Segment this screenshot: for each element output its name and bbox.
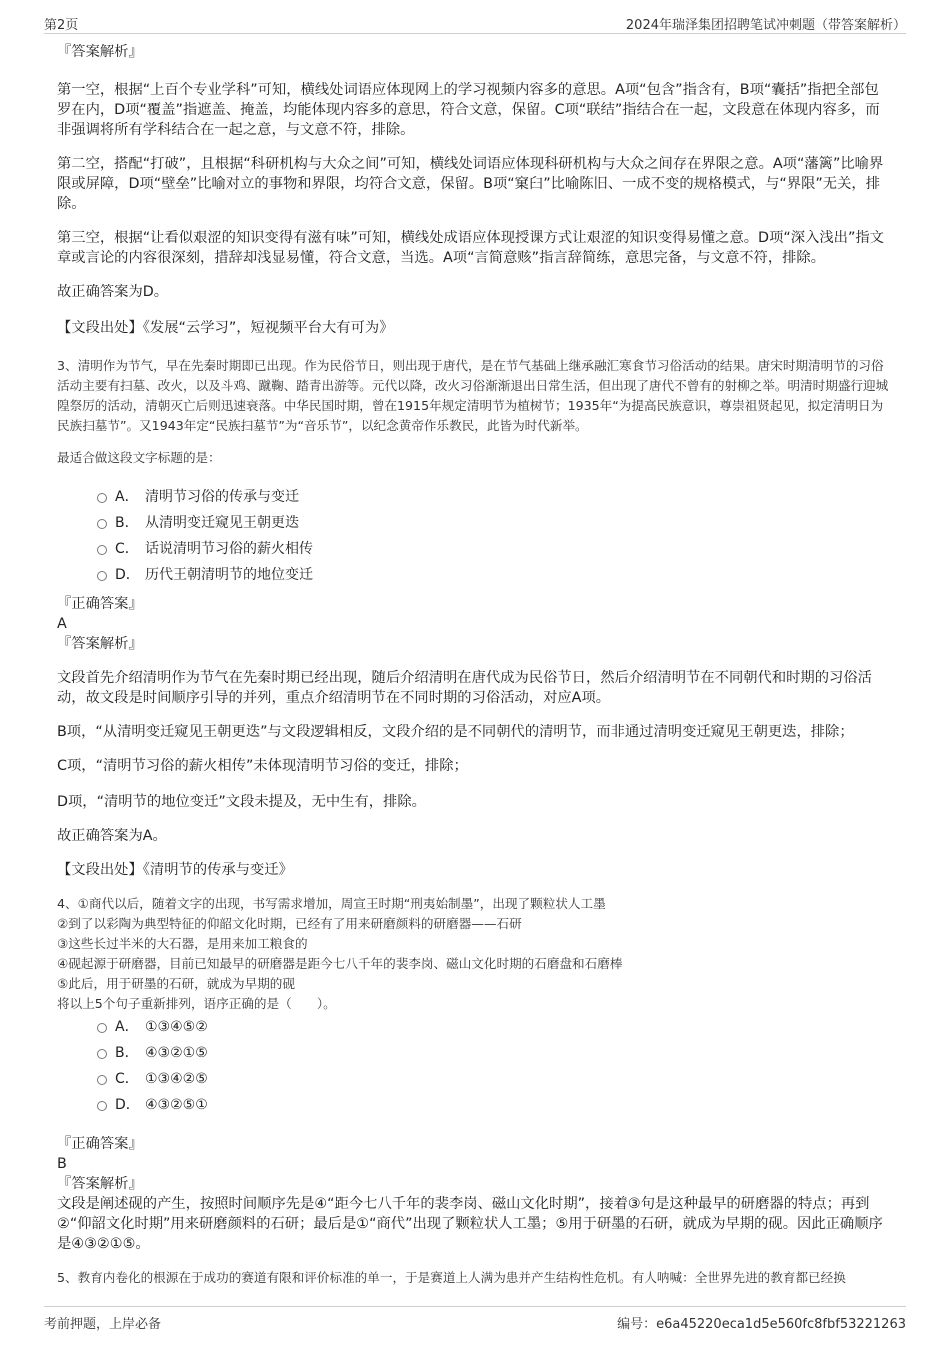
radio-icon[interactable]	[97, 1049, 107, 1059]
q2-analysis-label: 『答案解析』	[57, 44, 143, 60]
page-number: 第2页	[44, 18, 79, 33]
document-code: 编号：e6a45220eca1d5e560fc8fbf53221263	[617, 1317, 906, 1332]
radio-icon[interactable]	[97, 493, 107, 503]
q3-option-c[interactable]: C． 话说清明节习俗的薪火相传	[57, 536, 892, 562]
q4-option-a[interactable]: A． ①③④⑤②	[57, 1014, 892, 1040]
q4-option-d[interactable]: D． ④③②⑤①	[57, 1092, 892, 1118]
q4-line-3: ③这些长过半米的大石器，是用来加工粮食的	[57, 936, 308, 951]
q5-stem: 5、教育内卷化的根源在于成功的赛道有限和评价标准的单一，于是赛道上人满为患并产生结构性危机。有人呐喊：全世界先进的教育都已经换	[57, 1270, 846, 1285]
q3-source: 【文段出处】《清明节的传承与变迁》	[57, 862, 293, 878]
q4-line-4: ④砚起源于研磨器，目前已知最早的研磨器是距今七八千年的裴李岗、磁山文化时期的石磨盘和石磨棒	[57, 956, 623, 971]
q2-analysis-para-1: 第一空，根据“上百个专业学科”可知，横线处词语应体现网上的学习视频内容多的意思。A项“包含”指含有，B项“囊括”指把全部包罗在内，D项“覆盖”指遮盖、掩盖，均能体现内容多的意思，符合文意，保留。C项“联结”指结合在一起，文段意在体现内容多，而非强调将所有学科结合在一起之意，与文意不符，排除。	[57, 82, 880, 138]
radio-icon[interactable]	[97, 1023, 107, 1033]
q4-analysis: 文段是阐述砚的产生，按照时间顺序先是④“距今七八千年的裴李岗、磁山文化时期”，接着③句是这种最早的研磨器的特点；再到②“仰韶文化时期”用来研磨颜料的石研；最后是①“商代”出现了颗粒状人工墨；⑤用于研墨的石研，就成为早期的砚。因此正确顺序是④③②①⑤。	[57, 1196, 883, 1252]
radio-icon[interactable]	[97, 519, 107, 529]
q3-question: 最适合做这段文字标题的是：	[57, 450, 221, 465]
q2-source: 【文段出处】《发展“云学习”，短视频平台大有可为》	[57, 320, 394, 336]
radio-icon[interactable]	[97, 571, 107, 581]
q4-line-1: 4、①商代以后，随着文字的出现，书写需求增加，周宣王时期“刑夷始制墨”，出现了颗粒状人工墨	[57, 896, 606, 911]
footer-slogan: 考前押题，上岸必备	[44, 1317, 162, 1332]
q3-analysis-para-3: C项，“清明节习俗的薪火相传”未体现清明节习俗的变迁，排除；	[57, 758, 468, 774]
q4-answer-label: 『正确答案』	[57, 1136, 143, 1152]
q4-option-c[interactable]: C． ①③④②⑤	[57, 1066, 892, 1092]
radio-icon[interactable]	[97, 545, 107, 555]
q3-analysis-para-4: D项，“清明节的地位变迁”文段未提及，无中生有，排除。	[57, 794, 426, 810]
q3-stem: 3、清明作为节气，早在先秦时期即已出现。作为民俗节日，则出现于唐代，是在节气基础上继承融汇寒食节习俗活动的结果。唐宋时期清明节的习俗活动主要有扫墓、改火，以及斗鸡、蹴鞠、踏青出游等。元代以降，改火习俗渐渐退出日常生活，但出现了唐代不曾有的射柳之举。明清时期盛行迎城隍祭厉的活动，清朝灭亡后则迅速衰落。中华民国时期，曾在1915年规定清明节为植树节；1935年“为提高民族意识，尊崇祖贤起见，拟定清明日为民族扫墓节”。又1943年定“民族扫墓节”为“音乐节”，以纪念黄帝作乐教民，此皆为时代新举。	[57, 358, 889, 433]
q4-answer: B	[57, 1156, 67, 1172]
q4-question: 将以上5个句子重新排列，语序正确的是（ ）。	[57, 996, 336, 1011]
q3-option-d[interactable]: D． 历代王朝清明节的地位变迁	[57, 562, 892, 588]
q2-analysis-para-3: 第三空，根据“让看似艰涩的知识变得有滋有味”可知，横线处成语应体现授课方式让艰涩的知识变得易懂之意。D项“深入浅出”指文章或言论的内容很深刻，措辞却浅显易懂，符合文意，当选。A项“言简意赅”指言辞简练，意思完备，与文意不符，排除。	[57, 230, 884, 266]
q4-line-2: ②到了以彩陶为典型特征的仰韶文化时期，已经有了用来研磨颜料的研磨器——石研	[57, 916, 522, 931]
q3-answer-label: 『正确答案』	[57, 596, 143, 612]
q3-analysis-label: 『答案解析』	[57, 636, 143, 652]
footer-divider	[44, 1306, 906, 1307]
radio-icon[interactable]	[97, 1075, 107, 1085]
q4-option-b[interactable]: B． ④③②①⑤	[57, 1040, 892, 1066]
q3-option-b[interactable]: B． 从清明变迁窥见王朝更迭	[57, 510, 892, 536]
q3-answer: A	[57, 616, 67, 632]
q2-conclusion: 故正确答案为D。	[57, 284, 169, 300]
q3-conclusion: 故正确答案为A。	[57, 828, 167, 844]
q2-analysis-para-2: 第二空，搭配“打破”，且根据“科研机构与大众之间”可知，横线处词语应体现科研机构与大众之间存在界限之意。A项“藩篱”比喻界限或屏障，D项“壁垒”比喻对立的事物和界限，均符合文意，保留。B项“窠臼”比喻陈旧、一成不变的规格模式，与“界限”无关，排除。	[57, 156, 884, 212]
radio-icon[interactable]	[97, 1101, 107, 1111]
q3-analysis-para-2: B项，“从清明变迁窥见王朝更迭”与文段逻辑相反，文段介绍的是不同朝代的清明节，而非通过清明变迁窥见王朝更迭，排除；	[57, 724, 854, 740]
q4-analysis-label: 『答案解析』	[57, 1176, 143, 1192]
header-divider	[44, 33, 906, 34]
document-title: 2024年瑞泽集团招聘笔试冲刺题（带答案解析）	[625, 18, 906, 33]
q4-line-5: ⑤此后，用于研墨的石研，就成为早期的砚	[57, 976, 295, 991]
page-content	[57, 42, 892, 1288]
q3-option-a[interactable]: A． 清明节习俗的传承与变迁	[57, 484, 892, 510]
q3-analysis-para-1: 文段首先介绍清明作为节气在先秦时期已经出现，随后介绍清明在唐代成为民俗节日，然后介绍清明节在不同朝代和时期的习俗活动，故文段是时间顺序引导的并列，重点介绍清明节在不同时期的习俗活动，对应A项。	[57, 670, 872, 706]
